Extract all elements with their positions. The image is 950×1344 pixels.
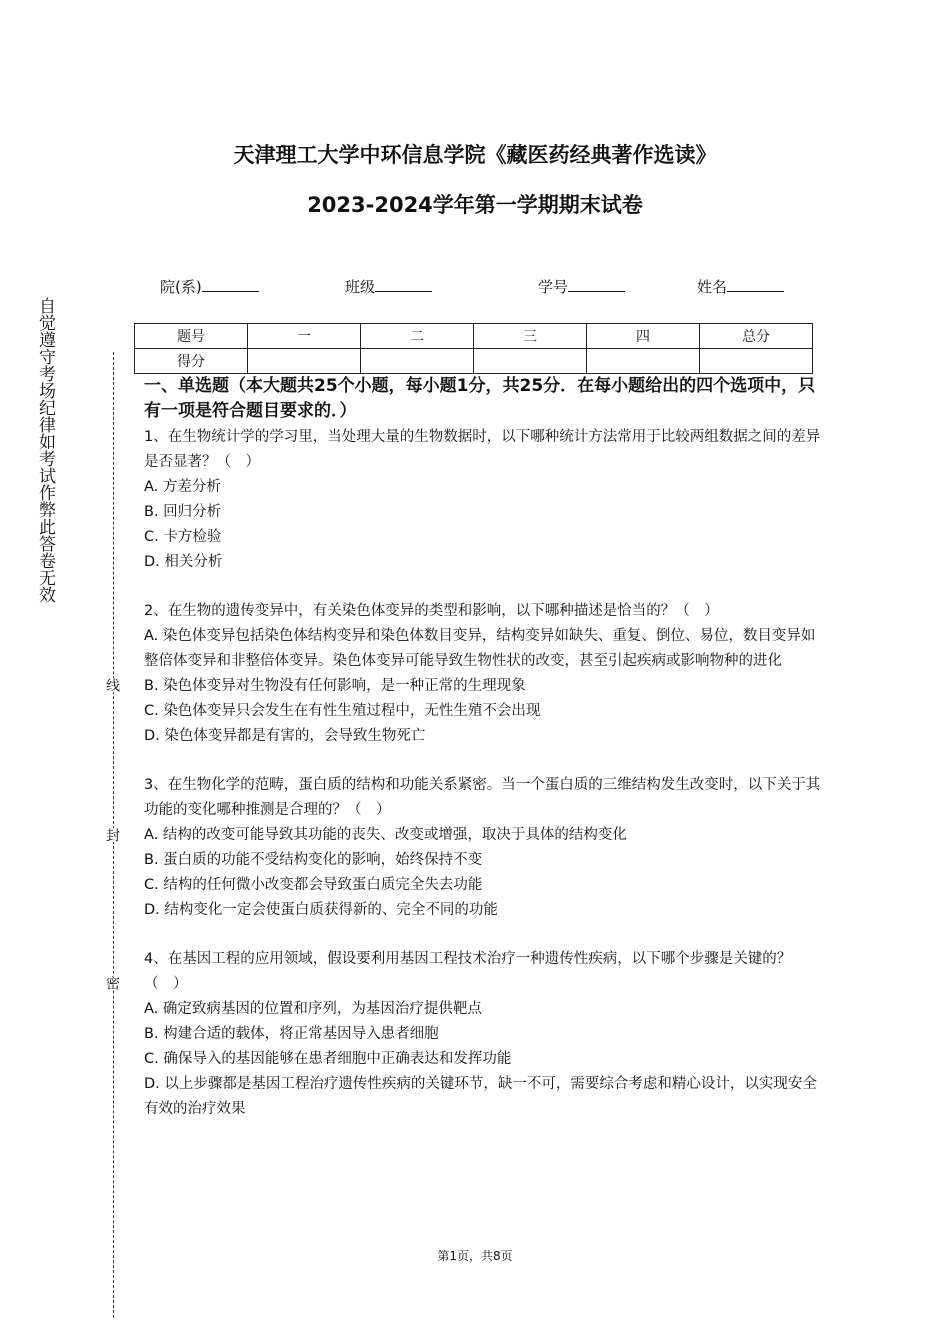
class-blank[interactable] [375, 276, 432, 292]
score-header-cell: 三 [474, 324, 587, 349]
question-stem: 2、在生物的遗传变异中，有关染色体变异的类型和影响，以下哪种描述是恰当的？（ ） [144, 603, 719, 619]
score-cell[interactable] [587, 349, 700, 374]
question-4 [144, 947, 824, 1122]
exam-title-line1: 天津理工大学中环信息学院《藏医药经典著作选读》 [233, 143, 717, 167]
score-table-score-row [135, 349, 813, 374]
option-c[interactable]: C. 结构的任何微小改变都会导致蛋白质完全失去功能 [144, 877, 483, 893]
name-field [697, 276, 784, 297]
option-c[interactable]: C. 染色体变异只会发生在有性生殖过程中，无性生殖不会出现 [144, 703, 541, 719]
score-header-cell: 一 [248, 324, 361, 349]
side-mark-line: 线 [104, 678, 120, 692]
question-1 [144, 425, 824, 575]
score-cell[interactable] [474, 349, 587, 374]
option-a[interactable]: A. 染色体变异包括染色体结构变异和染色体数目变异，结构变异如缺失、重复、倒位、易位，数目变异如整倍体变异和非整倍体变异。染色体变异可能导致生物性状的改变，甚至引起疾病或影响物种的进化 [144, 628, 816, 669]
score-header-cell: 题号 [135, 324, 248, 349]
side-mark-secret: 密 [104, 976, 120, 990]
option-c[interactable]: C. 卡方检验 [144, 529, 222, 545]
question-gap [144, 575, 824, 599]
option-d[interactable]: D. 结构变化一定会使蛋白质获得新的、完全不同的功能 [144, 902, 498, 918]
class-label: 班级 [345, 278, 376, 296]
option-b[interactable]: B. 染色体变异对生物没有任何影响，是一种正常的生理现象 [144, 678, 526, 694]
student-id-blank[interactable] [568, 276, 625, 292]
score-header-cell: 总分 [700, 324, 813, 349]
option-d[interactable]: D. 染色体变异都是有害的，会导致生物死亡 [144, 728, 426, 744]
score-header-cell: 四 [587, 324, 700, 349]
option-d[interactable]: D. 相关分析 [144, 554, 223, 570]
option-b[interactable]: B. 构建合适的载体，将正常基因导入患者细胞 [144, 1026, 439, 1042]
score-table-header-row [135, 324, 813, 349]
exam-title-line2: 2023-2024学年第一学期期末试卷 [307, 193, 643, 217]
score-cell[interactable] [248, 349, 361, 374]
question-2 [144, 599, 824, 749]
option-c[interactable]: C. 确保导入的基因能够在患者细胞中正确表达和发挥功能 [144, 1051, 512, 1067]
question-stem: 1、在生物统计学的学习里，当处理大量的生物数据时，以下哪种统计方法常用于比较两组数据之间的差异是否显著？（ ） [144, 429, 821, 470]
dept-field [160, 276, 259, 297]
score-row-label: 得分 [135, 349, 248, 374]
student-id-label: 学号 [538, 278, 569, 296]
student-info-row [160, 276, 820, 298]
name-label: 姓名 [697, 278, 728, 296]
score-header-cell: 二 [361, 324, 474, 349]
option-a[interactable]: A. 确定致病基因的位置和序列，为基因治疗提供靶点 [144, 1001, 482, 1017]
option-d[interactable]: D. 以上步骤都是基因工程治疗遗传性疾病的关键环节，缺一不可，需要综合考虑和精心设计，以实现安全有效的治疗效果 [144, 1076, 817, 1117]
side-mark-seal: 封 [104, 828, 120, 842]
score-cell[interactable] [361, 349, 474, 374]
name-blank[interactable] [727, 276, 784, 292]
question-stem: 4、在基因工程的应用领域，假设要利用基因工程技术治疗一种遗传性疾病，以下哪个步骤是关键的？（ ） [144, 951, 792, 992]
side-warning: 自觉遵守考场纪律如考试作弊此答卷无效 [35, 297, 55, 603]
question-gap [144, 749, 824, 773]
score-cell[interactable] [700, 349, 813, 374]
section-heading: 一、单选题（本大题共25个小题，每小题1分，共25分．在每小题给出的四个选项中，只有一项是符合题目要求的．） [144, 376, 816, 421]
page-footer: 第1页，共8页 [437, 1249, 513, 1263]
score-table [134, 323, 813, 374]
question-3 [144, 773, 824, 923]
student-id-field [538, 276, 625, 297]
question-stem: 3、在生物化学的范畴，蛋白质的结构和功能关系紧密。当一个蛋白质的三维结构发生改变时，以下关于其功能的变化哪种推测是合理的？（ ） [144, 777, 821, 818]
option-a[interactable]: A. 方差分析 [144, 479, 221, 495]
option-a[interactable]: A. 结构的改变可能导致其功能的丧失、改变或增强，取决于具体的结构变化 [144, 827, 627, 843]
question-gap [144, 923, 824, 947]
option-b[interactable]: B. 回归分析 [144, 504, 222, 520]
dept-blank[interactable] [202, 276, 259, 292]
option-b[interactable]: B. 蛋白质的功能不受结构变化的影响，始终保持不变 [144, 852, 483, 868]
class-field [345, 276, 432, 297]
dept-label: 院(系) [160, 278, 202, 296]
exam-content [144, 374, 824, 1122]
